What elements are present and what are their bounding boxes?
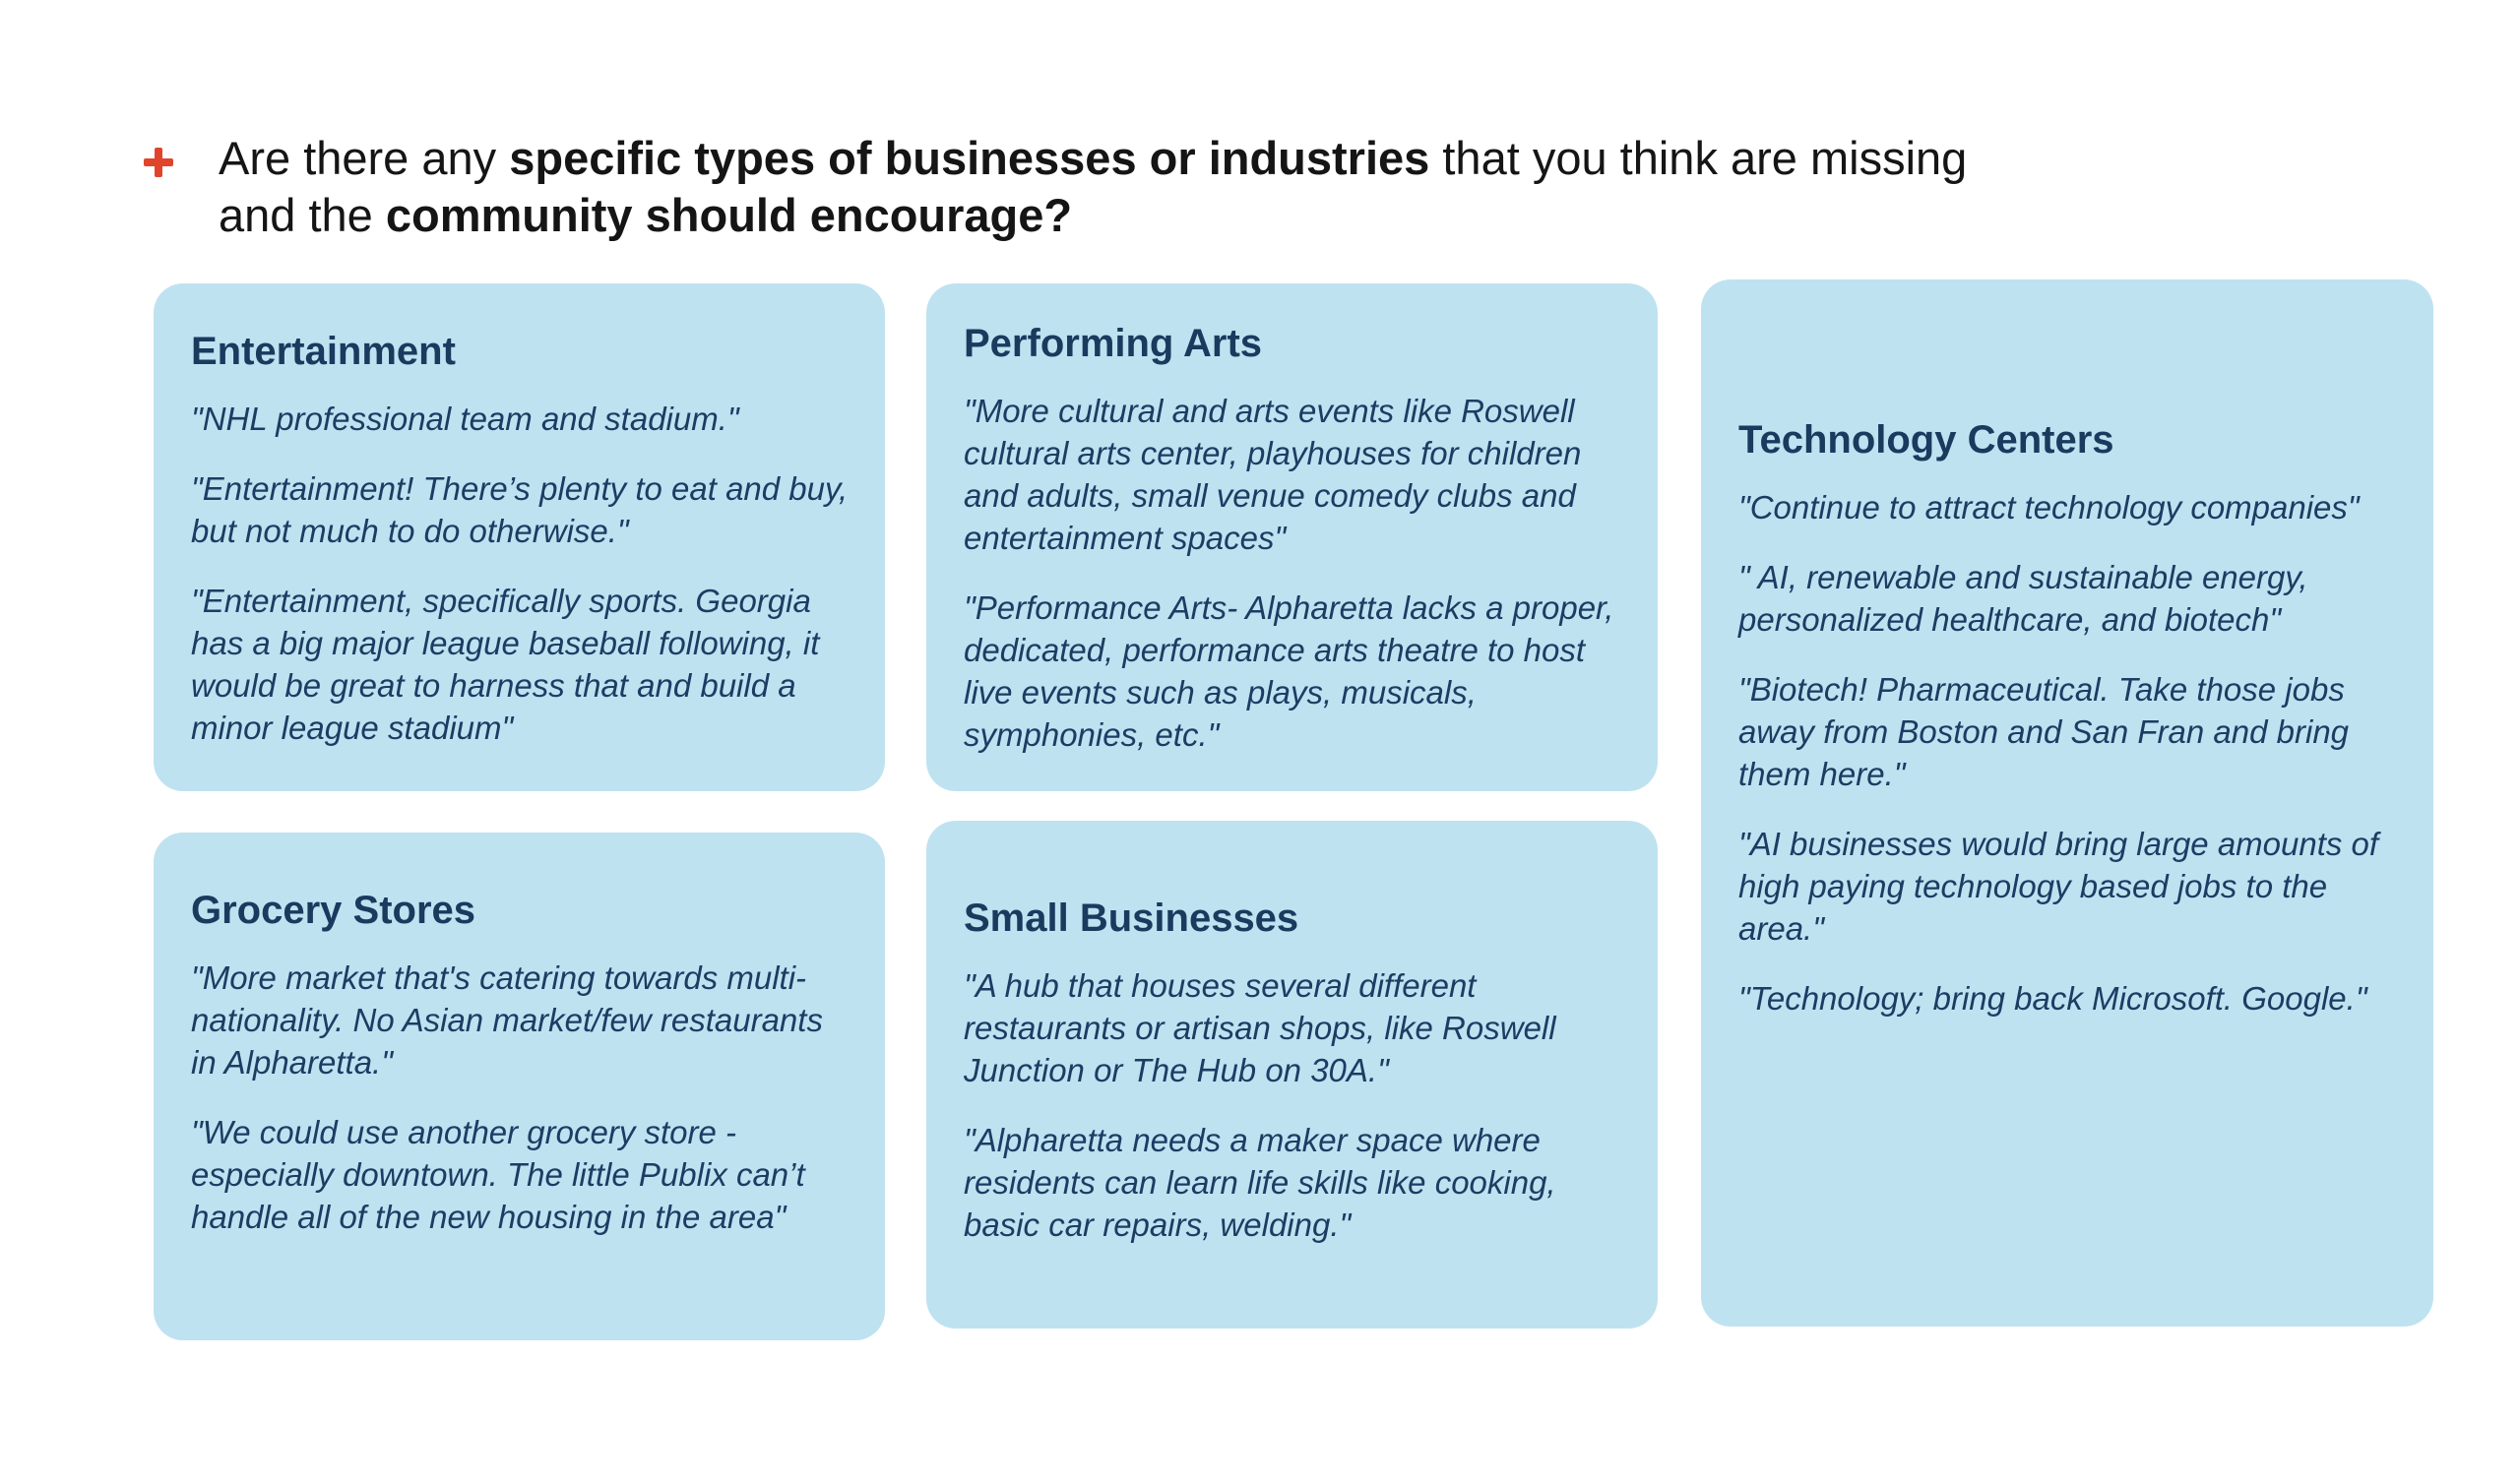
card-performing-arts	[926, 283, 1658, 791]
card-small-businesses	[926, 821, 1658, 1329]
card-title: Grocery Stores	[191, 889, 476, 932]
quote: "Entertainment! There’s plenty to eat and buy, but not much to do otherwise."	[191, 470, 849, 549]
question-text: and the	[219, 189, 386, 241]
quote: "More market that's catering towards multi-nationality. No Asian market/few restaurants in Alpharetta."	[191, 959, 823, 1081]
quote: "We could use another grocery store - especially downtown. The little Publix can’t handle all of the new housing in the area"	[191, 1114, 805, 1235]
question-emphasis: specific types of businesses or industries	[509, 132, 1430, 184]
quote: "Alpharetta needs a maker space where residents can learn life skills like cooking, basic car repairs, welding."	[964, 1122, 1556, 1243]
question-line-2	[219, 187, 1072, 244]
card-grocery-stores	[154, 833, 885, 1340]
card-title: Entertainment	[191, 330, 456, 373]
quote: " AI, renewable and sustainable energy, personalized healthcare, and biotech"	[1738, 559, 2308, 638]
question-text: that you think are missing	[1429, 132, 1968, 184]
quote: "AI businesses would bring large amounts of high paying technology based jobs to the area."	[1738, 826, 2379, 947]
quote: "Performance Arts- Alpharetta lacks a proper, dedicated, performance arts theatre to host live events such as plays, musicals, symphonies, etc."	[964, 589, 1614, 753]
quote: "Entertainment, specifically sports. Georgia has a big major league baseball following, it would be great to harness that and build a minor league stadium"	[191, 583, 820, 746]
quote: "Continue to attract technology companies"	[1738, 489, 2360, 526]
quote: "More cultural and arts events like Roswell cultural arts center, playhouses for children and adults, small venue comedy clubs and entertainment spaces"	[964, 393, 1582, 556]
quote: "Biotech! Pharmaceutical. Take those jobs away from Boston and San Fran and bring them here."	[1738, 671, 2350, 792]
card-technology-centers	[1701, 279, 2433, 1327]
card-title: Performing Arts	[964, 322, 1263, 365]
quote: "Technology; bring back Microsoft. Google."	[1738, 980, 2367, 1017]
question-emphasis: community should encourage?	[385, 189, 1073, 241]
card-title: Technology Centers	[1738, 418, 2114, 462]
question-text: Are there any	[219, 132, 510, 184]
quote: "NHL professional team and stadium."	[191, 401, 739, 437]
plus-icon	[144, 148, 173, 177]
card-title: Small Businesses	[964, 897, 1299, 940]
question-line-1	[219, 130, 1967, 187]
quote: "A hub that houses several different restaurants or artisan shops, like Roswell Junction or The Hub on 30A."	[964, 967, 1556, 1088]
card-entertainment	[154, 283, 885, 791]
